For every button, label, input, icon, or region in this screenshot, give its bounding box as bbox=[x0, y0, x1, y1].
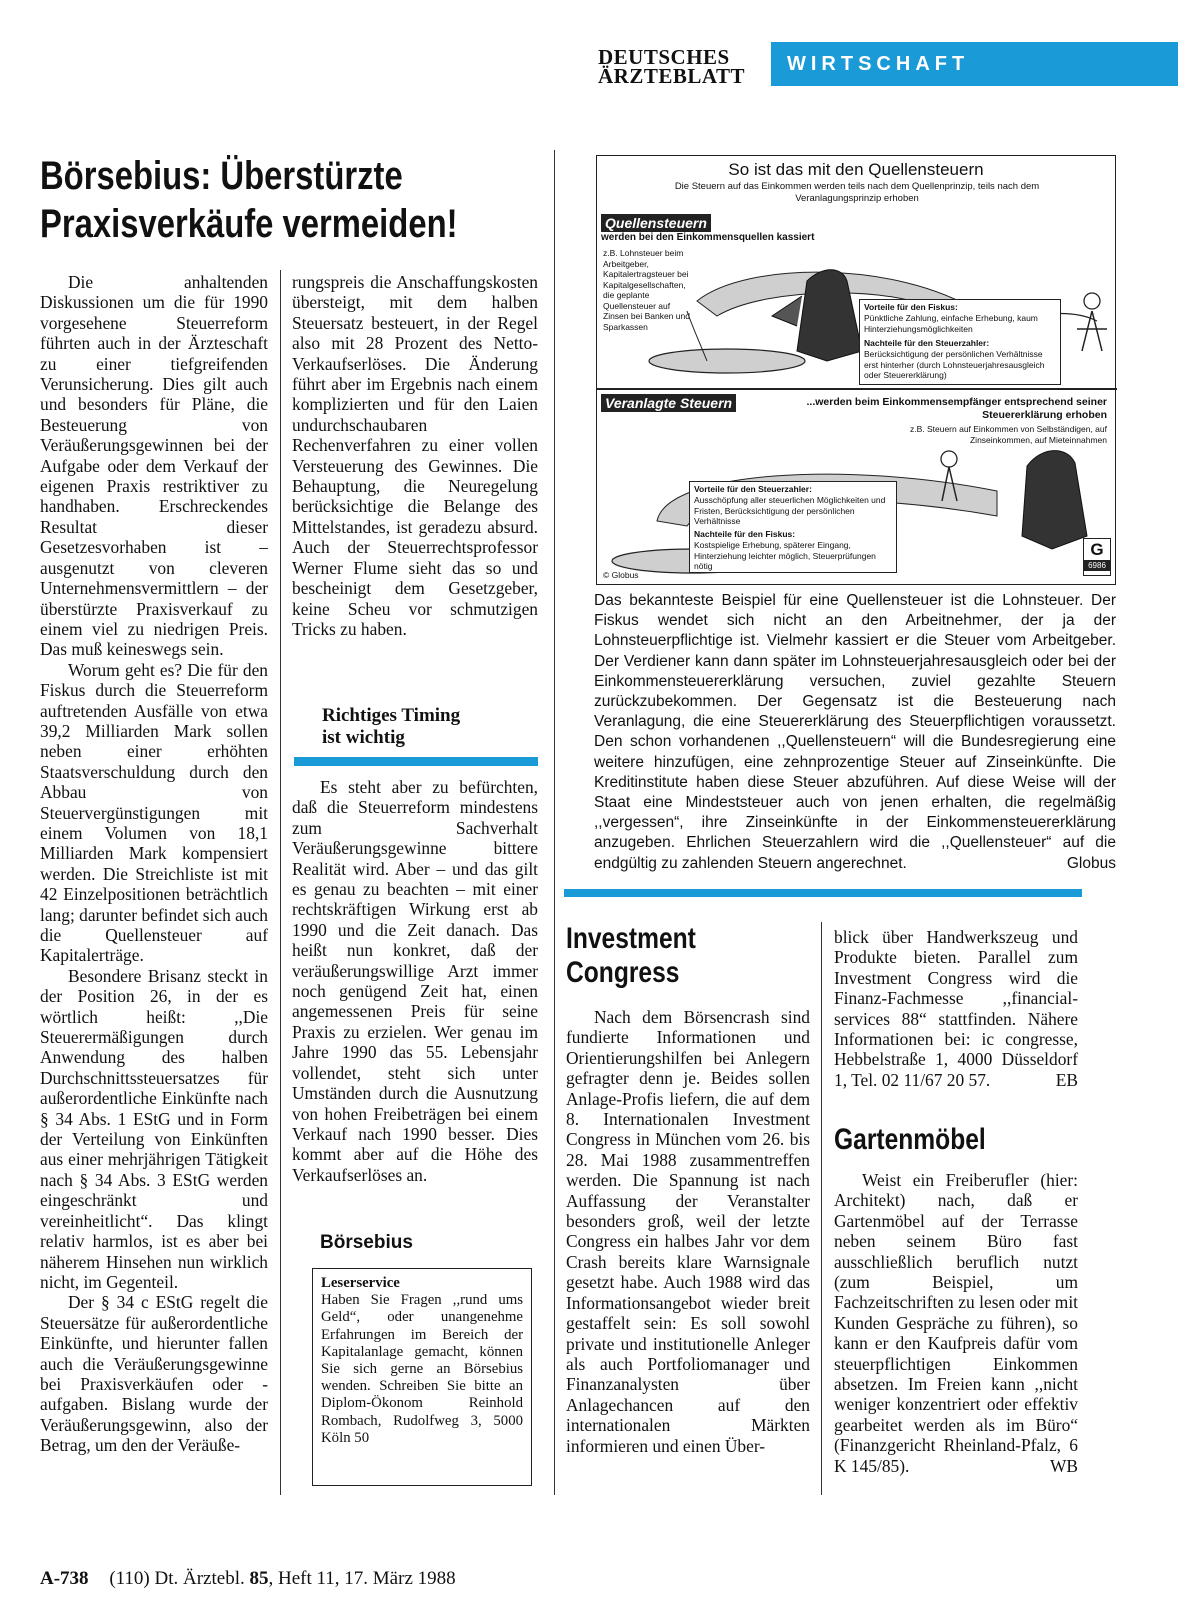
logo-line2: ÄRZTEBLATT bbox=[598, 64, 745, 88]
caption-credit: Globus bbox=[1066, 854, 1116, 872]
graphic-title: So ist das mit den Quellensteuern bbox=[728, 160, 984, 179]
garten-credit: WB bbox=[1049, 1455, 1078, 1476]
tax-infographic bbox=[596, 155, 1116, 585]
subheading-line1: Richtiges Timing bbox=[322, 705, 461, 726]
column-rule bbox=[280, 270, 281, 1495]
volume-number: 85 bbox=[249, 1568, 269, 1589]
graphic-box-1 bbox=[859, 299, 1061, 385]
leserservice-text: Haben Sie Fragen ,,rund ums Geld“, oder unangenehme Erfahrungen im Bereich der Kapitalanlage gemacht, können Sie sich gerne an Börsebius wenden. Schreiben Sie bitte an Diplom-Ökonom Reinhold Rombach, Rudolfweg 3, 5000 Köln 50 bbox=[321, 1292, 523, 1446]
column-rule bbox=[554, 150, 555, 1495]
issue-prefix: (110) Dt. Ärztebl. bbox=[109, 1568, 245, 1589]
page-number: A-738 bbox=[40, 1568, 89, 1589]
graphic-tag2-desc: ...werden beim Einkommensempfänger entsprechend seiner Steuererklärung erhoben bbox=[806, 396, 1107, 421]
graphic-examples1: z.B. Lohnsteuer beim Arbeitgeber, Kapitalertragsteuer bei Kapitalgesellschaften, die geplante Quellensteuer auf Zinsen bei Banken und Sparkassen bbox=[603, 248, 690, 332]
col2-paragraph: rungspreis die Anschaffungskosten übersteigt, mit dem halben Steuersatz besteuert, in der Regel also mit 28 Prozent des Netto-Verkaufserlöses. Die Änderung führt aber im Ergebnis nach einem komplizierten und für den Laien undurchschaubaren Rechenverfahren zu einer vollen Versteuerung des Gewinnes. Die Behauptung, die Neuregelung berücksichtige die Belange des Mittelstandes, ist geradezu absurd. Auch der Steuerrechtsprofessor Werner Flume sieht das so und bescheinigt dem Gesetzgeber, keine Scheu vor schmutzigen Tricks zu haben. bbox=[292, 272, 538, 639]
graphic-subtitle: Die Steuern auf das Einkommen werden teils nach dem Quellenprinzip, teils nach dem Veranlagungsprinzip erhoben bbox=[674, 181, 1040, 204]
graphic-caption bbox=[594, 591, 1116, 874]
graphic-credit: © Globus bbox=[603, 570, 639, 580]
garten-text: Weist ein Freiberufler (hier: Architekt) nach, daß er Gartenmöbel auf der Terrasse neben seinem Büro fast ausschließlich beruflich nutzt (zum Beispiel, um Fachzeitschriften zu lesen oder mit Kunden Gespräche zu führen), so kann er den Kaufpreis dafür vom steuerpflichtigen Einkommen absetzen. Im Freien kann ,,nicht weniger konzentriert oder effektiv gearbeitet werden als im Büro“ (Finanzgericht Rheinland-Pfalz, 6 K 145/85). bbox=[834, 1170, 1078, 1476]
investment-title-line2: Congress bbox=[566, 956, 680, 989]
graphic-divider bbox=[597, 388, 1117, 390]
article-column-2b bbox=[292, 777, 538, 1185]
column-rule bbox=[821, 922, 822, 1495]
box2-heading2: Nachteile für den Fiskus: bbox=[694, 529, 796, 539]
author-signature: Börsebius bbox=[320, 1232, 413, 1253]
badge-number: 6986 bbox=[1084, 560, 1110, 571]
globus-badge bbox=[1083, 538, 1111, 576]
box1-text1: Pünktliche Zahlung, einfache Erhebung, kaum Hinterziehungsmöglichkeiten bbox=[864, 313, 1038, 334]
page-footer bbox=[40, 1568, 456, 1590]
graphic-examples2: z.B. Steuern auf Einkommen von Selbständigen, auf Zinseinkommen, auf Mieteinnahmen bbox=[909, 424, 1107, 445]
investment-paragraph bbox=[834, 927, 1078, 1090]
garten-heading: Gartenmöbel bbox=[834, 1123, 986, 1156]
investment-paragraph: Nach dem Börsencrash sind fundierte Informationen und Orientierungshilfen bei Anlegern gefragter denn je. Beides sollen Anlage-Profis liefern, die auf dem 8. Internationalen Investment Congress in München vom 26. bis 28. Mai 1988 zusammentreffen werden. Die Spannung ist nach Auffassung der Veranstalter besonders groß, weil der letzte Congress ein halbes Jahr vor dem Crash bereits klare Warnsignale gesetzt habe. Auch 1988 wird das Informationsangebot wieder breit gestaffelt sein: Es soll sowohl private und institutionelle Anleger als auch Portfoliomanager und Finanzanalysten über Anlagechancen auf den internationalen Märkten informieren und einen Über- bbox=[566, 1007, 810, 1456]
col1-paragraph: Worum geht es? Die für den Fiskus durch die Steuerreform auftretenden Ausfälle von etwa 39,2 Milliarden Mark sollen neben einer erhöhten Staatsverschuldung durch den Abbau von Steuervergünstigungen mit einem Volumen von 18,1 Milliarden Mark kompensiert werden. Die Streichliste ist mit 42 Einzelpositionen beträchtlich lang; darunter befindet sich auch die Quellensteuer auf Kapitalerträge. bbox=[40, 659, 268, 966]
graphic-tag-veranlagte: Veranlagte Steuern bbox=[601, 394, 736, 412]
box1-heading1: Vorteile für den Fiskus: bbox=[864, 302, 958, 312]
leserservice-box bbox=[312, 1268, 532, 1486]
col1-paragraph: Die anhaltenden Diskussionen um die für 1990 vorgesehene Steuerreform führten auch in der Ärzteschaft zu einer tiefgreifenden Verunsicherung. Dies gilt auch und besonders für Pläne, die Besteuerung von Veräußerungsgewinnen bei der Aufgabe oder dem Verkauf der eigenen Praxis restriktiver zu handhaben. Erschreckendes Resultat dieser Gesetzesvorhaben ist – ausgenutzt von cleveren Unternehmensvermittlern – der überstürzte Praxisverkauf zu einem viel zu niedrigen Preis. Das muß keineswegs sein. bbox=[40, 272, 268, 660]
issue-suffix: , Heft 11, 17. März 1988 bbox=[268, 1568, 456, 1589]
logo-line1: DEUTSCHES bbox=[598, 45, 730, 69]
box1-heading2: Nachteile für den Steuerzahler: bbox=[864, 338, 990, 348]
garten-column bbox=[834, 1170, 1078, 1476]
graphic-tag-quellensteuern: Quellensteuern bbox=[601, 214, 711, 232]
investment-column-2 bbox=[834, 927, 1078, 1090]
box2-heading1: Vorteile für den Steuerzahler: bbox=[694, 484, 812, 494]
headline-line1: Börsebius: Überstürzte bbox=[40, 154, 403, 198]
section-banner: WIRTSCHAFT bbox=[771, 42, 1178, 86]
article-column-2 bbox=[292, 272, 538, 639]
col2-paragraph: Es steht aber zu befürchten, daß die Steuerreform mindestens zum Sachverhalt Veräußerungsgewinne bittere Realität wird. Aber – und das gilt es genau zu beachten – mit einer rechtskräftigen Wirkung erst ab 1990 und die Zeit danach. Das heißt nun konkret, daß der veräußerungswillige Arzt immer noch genügend Zeit hat, einen angemessenen Preis für seine Praxis zu erzielen. Wer genau im Jahre 1990 das 55. Lebensjahr vollendet, steht sich unter Umständen durch die Ausnutzung von hohen Freibeträgen bei einem Verkauf nach 1990 besser. Dies kommt aber auf die Höhe des Verkaufserlöses an. bbox=[292, 777, 538, 1185]
section-separator-bar bbox=[564, 889, 1082, 897]
box2-text2: Kostspielige Erhebung, späterer Eingang, Hinterziehung leichter möglich, Steuerprüfungen nötig bbox=[694, 540, 876, 571]
subheading-line2: ist wichtig bbox=[322, 727, 405, 748]
graphic-box-2 bbox=[689, 481, 897, 573]
masthead-logo bbox=[598, 45, 768, 88]
headline-line2: Praxisverkäufe vermeiden! bbox=[40, 202, 458, 246]
investment-heading bbox=[566, 922, 812, 990]
article-column-1 bbox=[40, 272, 268, 1456]
article-headline bbox=[40, 152, 581, 248]
box1-text2: Berücksichtigung der persönlichen Verhältnisse erst hinterher (durch Lohnsteuerjahresausgleich oder Steuererklärung) bbox=[864, 349, 1045, 380]
badge-letter: G bbox=[1090, 540, 1104, 559]
caption-text: Das bekannteste Beispiel für eine Quellensteuer ist die Lohnsteuer. Der Fiskus wendet sich nicht an den Arbeitnehmer, der ja der Lohnsteuerpflichtige ist. Vielmehr kassiert er die Steuer vom Arbeitgeber. Der Verdiener kann dann später im Lohnsteuerjahresausgleich oder bei der Einkommensteuererklärung versuchen, zuviel gezahlte Steuern zurückzubekommen. Der Gegensatz ist die Besteuerung nach Veranlagung, die eine Steuererklärung des Steuerpflichtigen voraussetzt. Den schon vorhandenen ,,Quellensteuern“ will die Bundesregierung eine weitere hinzufügen, eine zehnprozentige Steuer auf Zinseinkünfte. Die Kreditinstitute haben diese Steuer abzuführen. Auf diese Weise will der Staat eine Mindeststeuer auch von jenen erhalten, die regelmäßig ,,vergessen“, ihre Zinseinkünfte in der Einkommensteuererklärung anzugeben. Ehrlichen Steuerzahlern wird die ,,Quellensteuer“ auf die endgültig zu zahlenden Steuern angerechnet. bbox=[594, 592, 1116, 872]
investment-credit: EB bbox=[1055, 1069, 1078, 1090]
box2-text1: Ausschöpfung aller steuerlichen Möglichkeiten und Fristen, Berücksichtigung der persönlichen Verhältnisse bbox=[694, 495, 886, 526]
col1-paragraph: Der § 34 c EStG regelt die Steuersätze für außerordentliche Einkünfte, und hierunter fallen auch die Veräußerungsgewinne bei Praxisverkäufen oder -aufgaben. Bislang wurde der Veräußerungsgewinn, also der Betrag, um den der Veräuße- bbox=[40, 1292, 268, 1456]
investment-column-1 bbox=[566, 1007, 810, 1456]
leserservice-title: Leserservice bbox=[321, 1275, 400, 1291]
col1-paragraph: Besondere Brisanz steckt in der Position 26, in der es wörtlich heißt: ,,Die Steuerermäßigungen durch Anwendung des halben Durchschnittssteuersatzes für außerordentliche Einkünfte nach § 34 Abs. 1 EStG und in Form der Verteilung von Einkünften aus einer mehrjährigen Tätigkeit nach § 34 Abs. 3 EStG werden eingeschränkt und vereinheitlicht“. Das klingt relativ harmlos, ist es aber bei näherem Hinsehen nun wirklich nicht, im Gegenteil. bbox=[40, 965, 268, 1292]
investment-title-line1: Investment bbox=[566, 922, 696, 955]
graphic-tag1-desc: werden bei den Einkommensquellen kassiert bbox=[601, 232, 815, 243]
subheading-bar bbox=[294, 757, 538, 766]
investment-text: blick über Handwerkszeug und Produkte bieten. Parallel zum Investment Congress wird die Finanz-Fachmesse ,,financial-services 88“ stattfinden. Nähere Informationen bei: ic congresse, Hebbelstraße 1, 4000 Düsseldorf 1, Tel. 02 11/67 20 57. bbox=[834, 927, 1078, 1090]
garten-paragraph bbox=[834, 1170, 1078, 1476]
subheading bbox=[322, 705, 532, 749]
